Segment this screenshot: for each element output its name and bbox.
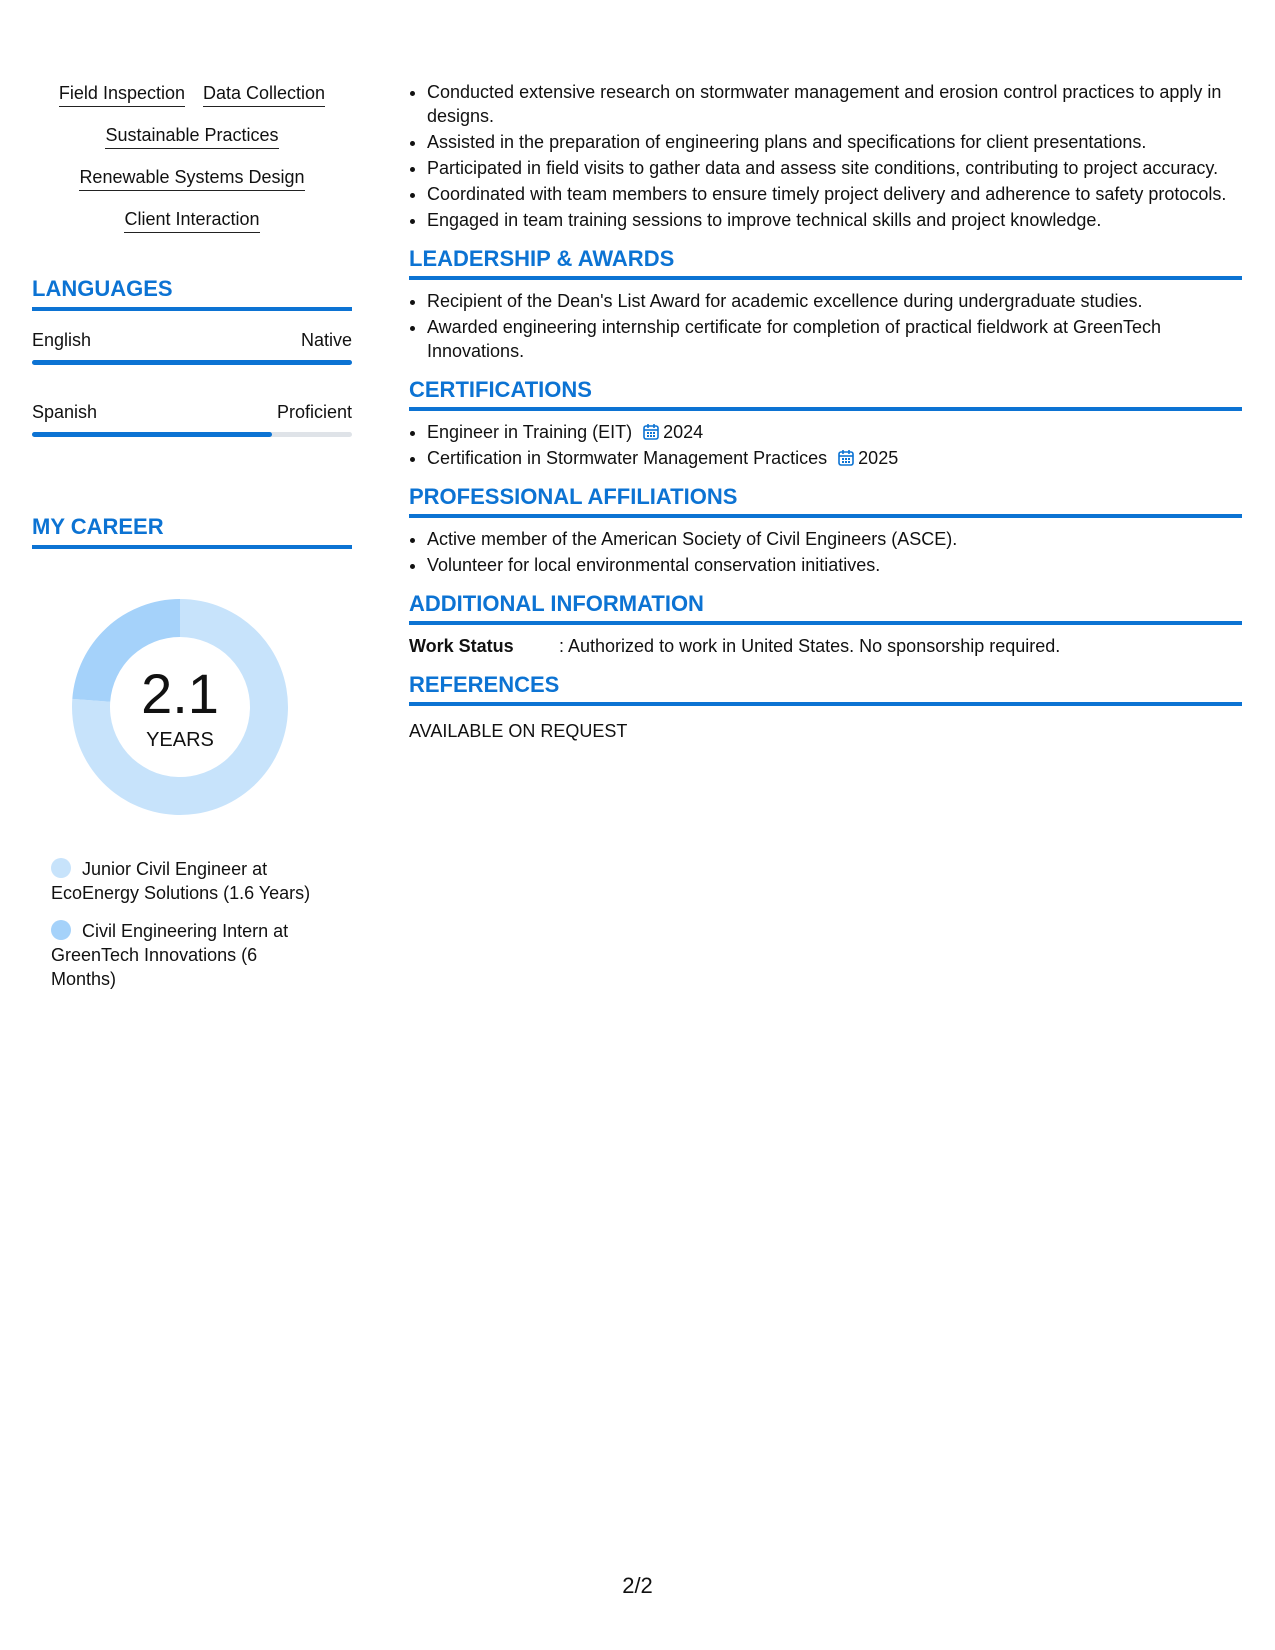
certification-year: 2025 bbox=[858, 448, 899, 468]
calendar-icon bbox=[837, 449, 855, 467]
language-bar-fill bbox=[32, 360, 352, 365]
language-name: Spanish bbox=[32, 402, 98, 422]
list-item: • Active member of the American Society of Civil Engineers (ASCE). bbox=[427, 527, 1242, 551]
calendar-icon bbox=[642, 423, 660, 441]
list-item: • Assisted in the preparation of engineering plans and specifications for client presentations. bbox=[427, 130, 1242, 154]
skills-section bbox=[32, 82, 352, 233]
career-total: 2.1 bbox=[141, 662, 219, 725]
list-item: • Recipient of the Dean's List Award for academic excellence during undergraduate studies. bbox=[427, 289, 1242, 313]
list-item: • Participated in field visits to gather data and assess site conditions, contributing to project accuracy. bbox=[427, 156, 1242, 180]
skill-tag: Renewable Systems Design bbox=[79, 166, 304, 191]
certifications-heading: CERTIFICATIONS bbox=[409, 376, 1242, 411]
language-level: Native bbox=[300, 330, 352, 350]
language-bar-track bbox=[32, 432, 352, 437]
career-donut bbox=[66, 593, 294, 821]
leadership-heading: LEADERSHIP & AWARDS bbox=[409, 245, 1242, 280]
skill-tag: Client Interaction bbox=[124, 208, 259, 233]
skill-row bbox=[32, 208, 352, 233]
leadership-list bbox=[409, 289, 1242, 363]
work-status-label: Work Status bbox=[409, 636, 514, 656]
language-level: Proficient bbox=[276, 402, 352, 422]
skill-tag: Field Inspection bbox=[59, 82, 185, 107]
list-item bbox=[427, 446, 1242, 470]
certification-name: Certification in Stormwater Management Practices bbox=[427, 448, 828, 468]
right-column bbox=[409, 80, 1242, 743]
references-heading: REFERENCES bbox=[409, 671, 1242, 706]
language-bar-fill bbox=[32, 432, 272, 437]
language-bar-track bbox=[32, 360, 352, 365]
list-item: • Volunteer for local environmental conservation initiatives. bbox=[427, 553, 1242, 577]
work-status-value: : Authorized to work in United States. No sponsorship required. bbox=[559, 636, 1061, 656]
legend-label: Civil Engineering Intern at GreenTech Innovations (6 Months) bbox=[51, 921, 289, 989]
certification-year: 2024 bbox=[663, 422, 704, 442]
skill-row bbox=[32, 166, 352, 191]
affiliations-list bbox=[409, 527, 1242, 577]
career-unit: YEARS bbox=[146, 729, 214, 751]
legend-dot bbox=[51, 858, 71, 878]
language-item bbox=[32, 401, 352, 437]
skill-tag: Sustainable Practices bbox=[105, 124, 278, 149]
list-item: • Coordinated with team members to ensure timely project delivery and adherence to safety protocols. bbox=[427, 182, 1242, 206]
work-status-row bbox=[409, 634, 1242, 658]
certification-name: Engineer in Training (EIT) bbox=[427, 422, 633, 442]
page-number: 2/2 bbox=[622, 1573, 653, 1598]
list-item bbox=[427, 420, 1242, 444]
skill-tag: Data Collection bbox=[203, 82, 325, 107]
skill-row bbox=[32, 124, 352, 149]
legend-item bbox=[51, 919, 321, 991]
experience-bullets bbox=[409, 80, 1242, 232]
languages-heading: LANGUAGES bbox=[32, 275, 352, 311]
affiliations-heading: PROFESSIONAL AFFILIATIONS bbox=[409, 483, 1242, 518]
left-column bbox=[32, 82, 352, 1005]
language-name: English bbox=[32, 330, 92, 350]
references-text: AVAILABLE ON REQUEST bbox=[409, 721, 628, 741]
list-item: • Awarded engineering internship certificate for completion of practical fieldwork at GreenTech Innovations. bbox=[427, 315, 1242, 363]
career-heading: MY CAREER bbox=[32, 513, 352, 549]
list-item: • Conducted extensive research on stormwater management and erosion control practices to apply in designs. bbox=[427, 80, 1242, 128]
legend-item bbox=[51, 857, 321, 905]
legend-label: Junior Civil Engineer at EcoEnergy Solutions (1.6 Years) bbox=[51, 859, 311, 903]
language-item bbox=[32, 329, 352, 365]
list-item: • Engaged in team training sessions to improve technical skills and project knowledge. bbox=[427, 208, 1242, 232]
certifications-list bbox=[409, 420, 1242, 470]
skill-row bbox=[32, 82, 352, 107]
additional-info-heading: ADDITIONAL INFORMATION bbox=[409, 590, 1242, 625]
legend-dot bbox=[51, 920, 71, 940]
career-legend bbox=[51, 857, 321, 991]
